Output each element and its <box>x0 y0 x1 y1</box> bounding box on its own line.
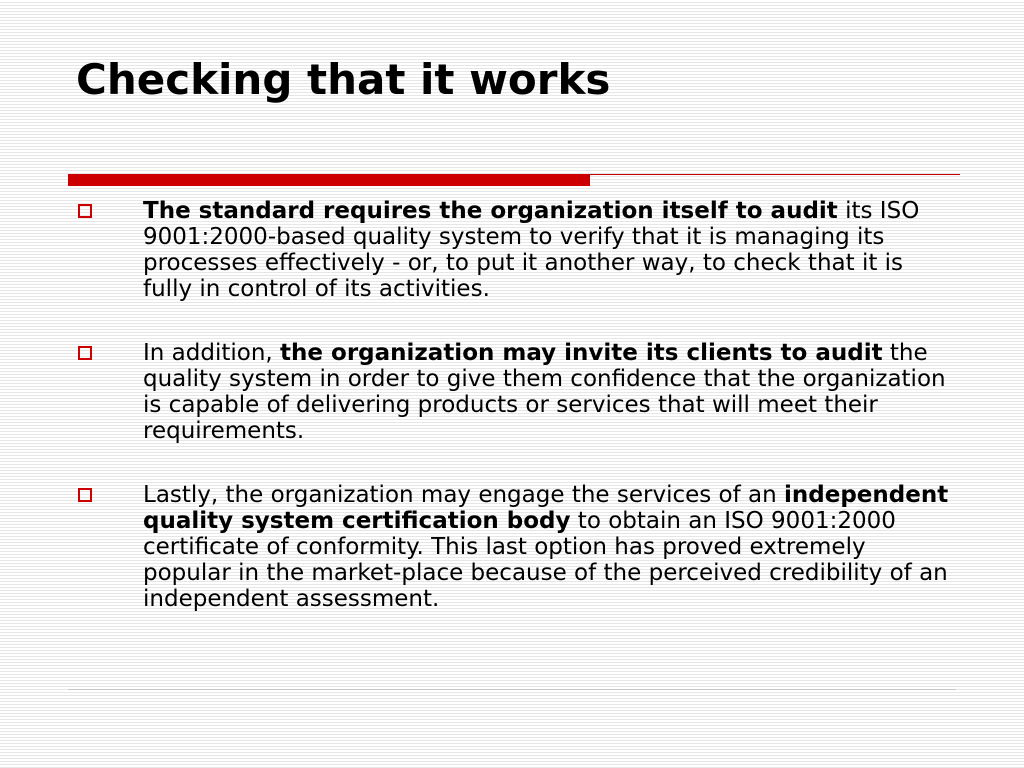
bullet-2-text-after: the quality system in order to give them confidence that the organization is capable of delivering products or services that will meet their requirements. <box>143 340 946 444</box>
bullet-list <box>76 198 956 650</box>
bullet-3-text-before: Lastly, the organization may engage the services of an <box>143 482 785 508</box>
bullet-1-text: its ISO 9001:2000-based quality system to verify that it is managing its processes effectively - or, to put it another way, to check that it is fully in control of its activities. <box>143 198 920 302</box>
footer-divider <box>68 689 956 690</box>
hollow-square-bullet-icon <box>78 346 92 360</box>
title-divider-thin-segment <box>590 174 960 175</box>
slide-title: Checking that it works <box>76 55 611 104</box>
title-divider-thick-segment <box>68 174 590 186</box>
bullet-2-bold: the organization may invite its clients to audit <box>280 340 883 366</box>
bullet-3-text-after: to obtain an ISO 9001:2000 certificate of conformity. This last option has proved extremely popular in the market-place because of the perceived credibility of an independent assessment. <box>143 508 948 612</box>
bullet-1-bold-lead: The standard requires the organization itself to audit <box>143 198 838 224</box>
bullet-item-1 <box>76 198 956 302</box>
bullet-item-2 <box>76 340 956 444</box>
hollow-square-bullet-icon <box>78 204 92 218</box>
title-divider <box>68 174 960 188</box>
bullet-2-text-before: In addition, <box>143 340 281 366</box>
bullet-item-3 <box>76 482 956 612</box>
hollow-square-bullet-icon <box>78 488 92 502</box>
bullet-3-bold: independent quality system certification body <box>143 482 949 534</box>
